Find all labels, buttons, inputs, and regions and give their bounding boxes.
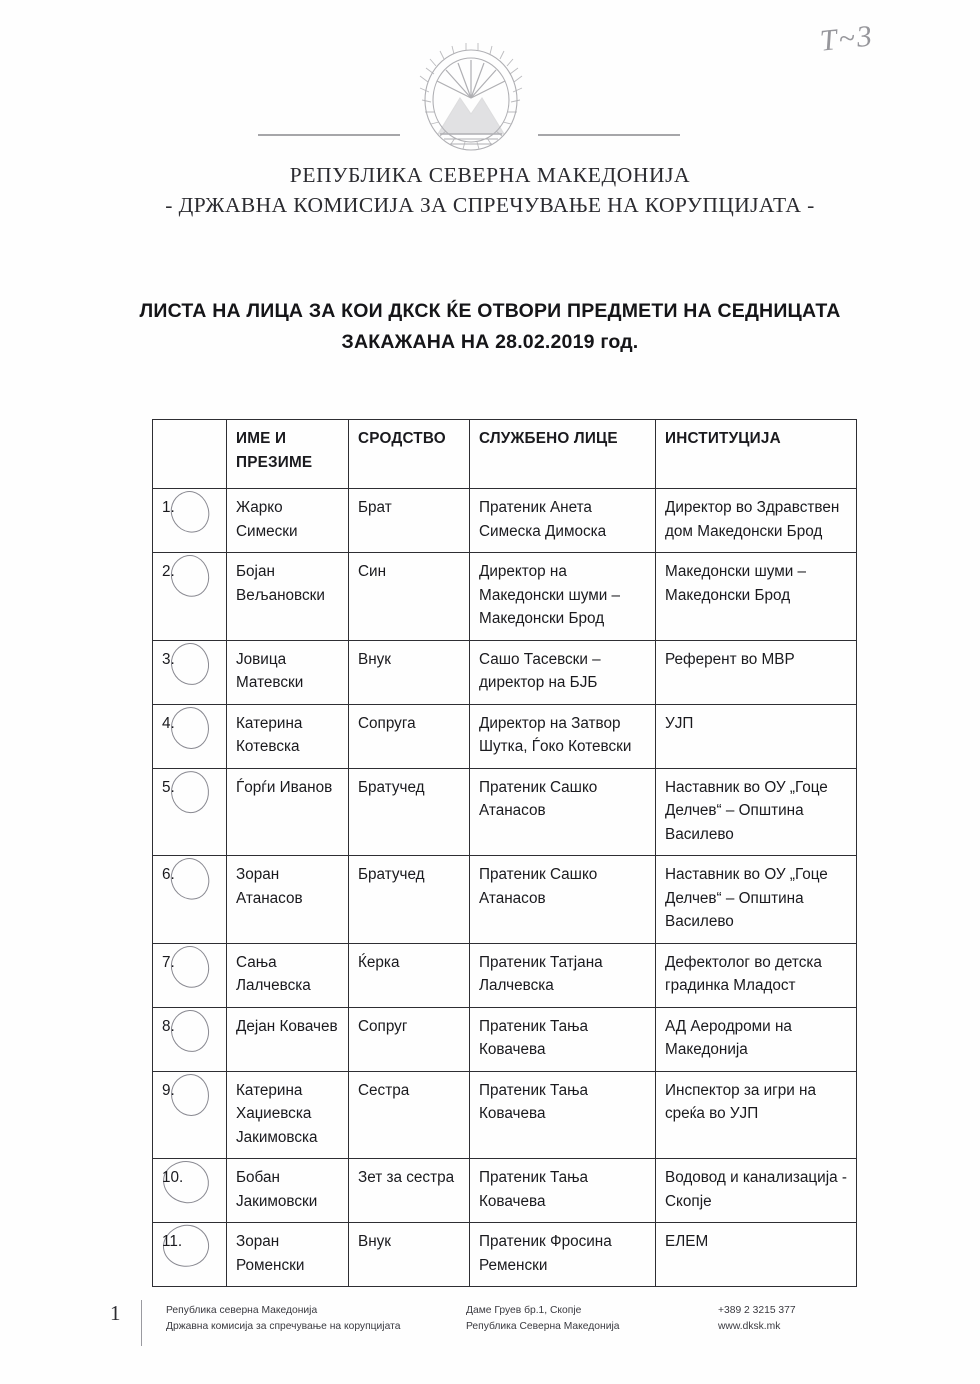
footer-org-line-1: Република северна Македонија [166,1305,318,1316]
row-number: 11. [162,1233,183,1250]
row-number: 1. [162,499,175,516]
footer-org-line-2: Државна комисија за спречување на корупцијата [166,1320,401,1332]
table-header-row [153,420,857,489]
relation-type-cell: Зет за сестра [349,1159,470,1223]
row-number: 10. [162,1169,184,1186]
footer-contact [718,1303,918,1334]
person-name-cell: Жарко Симески [227,489,349,553]
relation-type-cell: Внук [349,1223,470,1287]
official-person-cell: Пратеник Анета Симеска Димоска [470,489,656,553]
handwritten-annotation: Т~3 [818,19,876,58]
column-header-number [153,420,227,489]
institution-name-cell: Водовод и канализација - Скопје [656,1159,857,1223]
page-title-line-2: ЗАКАЖАНА НА 28.02.2019 год. [341,331,639,353]
relation-type-cell: Ќерка [349,943,470,1007]
relation-type-cell: Син [349,553,470,641]
table-row [153,1223,857,1287]
column-header-name: ИМЕ И ПРЕЗИМЕ [227,420,349,489]
footer-divider [141,1300,142,1346]
institution-name-cell: Референт во МВР [656,640,857,704]
official-person-cell: Директор на Затвор Шутка, Ѓоко Котевски [470,704,656,768]
person-name-cell: Зоран Роменски [227,1223,349,1287]
person-name-cell: Дејан Ковачев [227,1007,349,1071]
institution-name-cell: Дефектолог во детска градинка Младост [656,943,857,1007]
handwritten-circle-mark [170,1008,211,1053]
table-row [153,553,857,641]
page-footer [0,1300,980,1370]
person-name-cell: Јовица Матевски [227,640,349,704]
row-number-cell [153,1007,227,1071]
emblem-area [0,42,980,157]
handwritten-circle-mark [169,769,211,815]
column-header-relation: СРОДСТВО [349,420,470,489]
row-number: 5. [162,778,175,796]
institution-name-cell: АД Аеродроми на Македонија [656,1007,857,1071]
row-number-cell [153,768,227,856]
table-row [153,489,857,553]
row-number: 7. [162,953,175,971]
person-name-cell: Катерина Котевска [227,704,349,768]
row-number-cell [153,1223,227,1287]
institution-name-cell: Македонски шуми – Македонски Брод [656,553,857,641]
relation-type-cell: Брат [349,489,470,553]
row-number-cell [153,1159,227,1223]
table-row [153,943,857,1007]
row-number: 8. [162,1017,175,1035]
row-number-cell [153,943,227,1007]
table-row [153,640,857,704]
persons-table-container [152,419,856,1287]
row-number-cell [153,704,227,768]
footer-website: www.dksk.mk [718,1320,781,1332]
footer-address-line-2: Република Северна Македонија [466,1320,620,1332]
row-number: 4. [162,714,175,732]
official-person-cell: Пратеник Татјана Лалчевска [470,943,656,1007]
republic-name: РЕПУБЛИКА СЕВЕРНА МАКЕДОНИЈА [289,163,691,187]
page-title [110,296,870,358]
person-name-cell: Бобан Јакимовски [227,1159,349,1223]
row-number: 2. [162,563,175,580]
row-number: 9. [162,1081,175,1099]
table-row [153,1071,857,1159]
institution-name-cell: Инспектор за игри на среќа во УЈП [656,1071,857,1159]
table-row [153,856,857,944]
column-header-institution: ИНСТИТУЦИЈА [656,420,857,489]
institution-name-cell: Директор во Здравствен дом Македонски Брод [656,489,857,553]
handwritten-circle-mark [171,706,210,749]
coat-of-arms-icon [408,42,534,154]
official-person-cell: Директор на Македонски шуми – Македонски Брод [470,553,656,641]
header-rule-left [258,134,400,136]
official-person-cell: Пратеник Тања Ковачева [470,1071,656,1159]
institution-name-cell: УЈП [656,704,857,768]
row-number-cell [153,553,227,641]
persons-table [152,419,857,1287]
commission-name: - ДРЖАВНА КОМИСИЈА ЗА СПРЕЧУВАЊЕ НА КОРУПЦИЈАТА - [165,193,815,217]
institution-name-cell: Наставник во ОУ „Гоце Делчев“ – Општина Василево [656,768,857,856]
official-person-cell: Пратеник Тања Ковачева [470,1007,656,1071]
row-number: 6. [162,866,175,883]
person-name-cell: Ѓорѓи Иванов [227,768,349,856]
institution-name-cell: ЕЛЕМ [656,1223,857,1287]
person-name-cell: Зоран Атанасов [227,856,349,944]
official-person-cell: Сашо Тасевски – директор на БЈБ [470,640,656,704]
footer-address-line-1: Даме Груев бр.1, Скопје [466,1305,582,1316]
relation-type-cell: Сестра [349,1071,470,1159]
table-row [153,1159,857,1223]
handwritten-circle-mark [171,1073,210,1116]
relation-type-cell: Сопруг [349,1007,470,1071]
table-row [153,768,857,856]
official-person-cell: Пратеник Сашко Атанасов [470,768,656,856]
page-title-line-1: ЛИСТА НА ЛИЦА ЗА КОИ ДКСК ЌЕ ОТВОРИ ПРЕДМЕТИ НА СЕДНИЦАТА [139,300,841,322]
footer-organization [166,1303,456,1334]
handwritten-circle-mark [170,641,211,686]
page-number: 1 [110,1301,121,1325]
official-person-cell: Пратеник Тања Ковачева [470,1159,656,1223]
organization-header [0,160,980,220]
official-person-cell: Пратеник Фросина Ременски [470,1223,656,1287]
official-person-cell: Пратеник Сашко Атанасов [470,856,656,944]
person-name-cell: Сања Лалчевска [227,943,349,1007]
row-number-cell [153,489,227,553]
footer-phone: +389 2 3215 377 [718,1305,796,1316]
table-row [153,704,857,768]
person-name-cell: Бојан Вељановски [227,553,349,641]
relation-type-cell: Внук [349,640,470,704]
institution-name-cell: Наставник во ОУ „Гоце Делчев“ – Општина Василево [656,856,857,944]
header-rule-right [538,134,680,136]
relation-type-cell: Сопруга [349,704,470,768]
person-name-cell: Катерина Хаџиевска Јакимовска [227,1071,349,1159]
row-number-cell [153,1071,227,1159]
relation-type-cell: Братучед [349,856,470,944]
row-number-cell [153,640,227,704]
relation-type-cell: Братучед [349,768,470,856]
row-number-cell [153,856,227,944]
table-row [153,1007,857,1071]
footer-address [466,1303,696,1334]
row-number: 3. [162,650,175,668]
column-header-official: СЛУЖБЕНО ЛИЦЕ [470,420,656,489]
